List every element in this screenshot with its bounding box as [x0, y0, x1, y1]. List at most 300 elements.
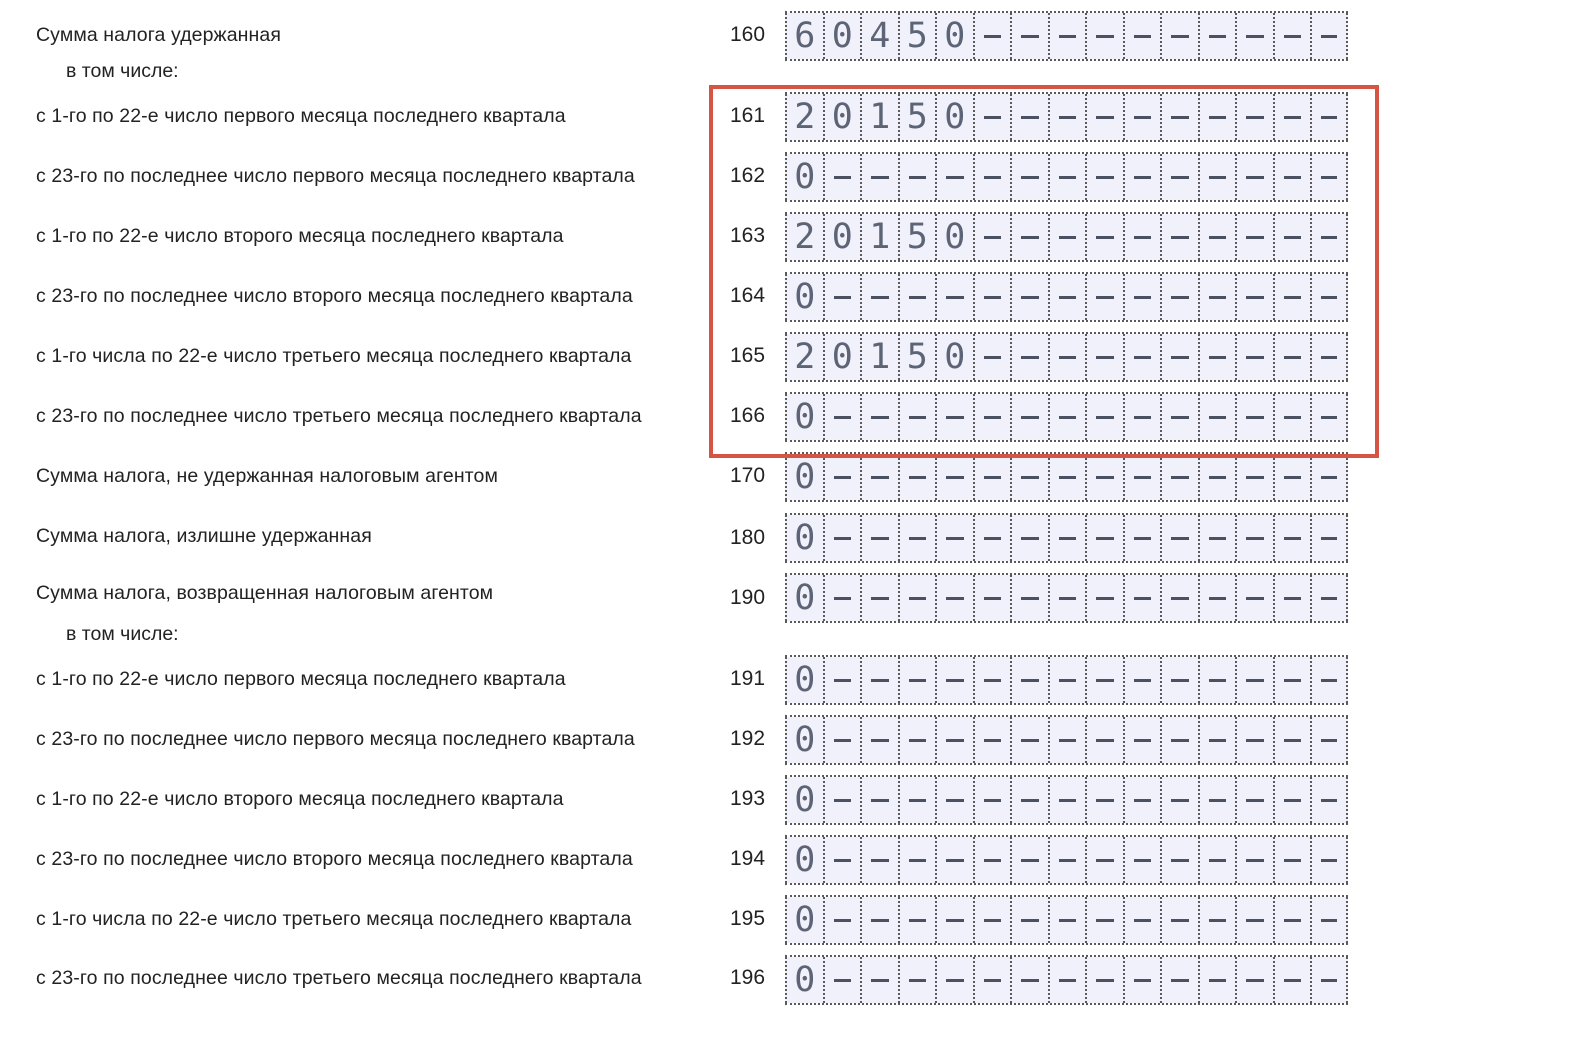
empty-cell-dash [1171, 476, 1189, 479]
digit-cell [1235, 777, 1273, 823]
digit-cell [973, 717, 1011, 763]
empty-cell-dash [909, 537, 927, 540]
empty-cell-dash [871, 476, 889, 479]
empty-cell-dash [1134, 859, 1152, 862]
digit-cell [785, 897, 823, 943]
empty-cell-dash [871, 919, 889, 922]
empty-cell-dash [1209, 35, 1227, 38]
empty-cell-dash [1246, 739, 1264, 742]
amount-field-190[interactable] [785, 575, 1348, 621]
empty-cell-dash [1284, 537, 1302, 540]
digit-cell [1010, 837, 1048, 883]
empty-cell-dash [1021, 476, 1039, 479]
empty-cell-dash [1096, 476, 1114, 479]
digit-cell [1198, 837, 1236, 883]
digit-cell [1085, 515, 1123, 561]
empty-cell-dash [909, 979, 927, 982]
digit-cell [1310, 13, 1348, 59]
empty-cell-dash [834, 476, 852, 479]
row-label-164: с 23-го по последнее число второго месяца последнего квартала [36, 285, 633, 307]
empty-cell-dash [1209, 537, 1227, 540]
empty-cell-dash [1246, 597, 1264, 600]
empty-cell-dash [1171, 739, 1189, 742]
digit-cell [1273, 13, 1311, 59]
empty-cell-dash [1059, 919, 1077, 922]
empty-cell-dash [1246, 799, 1264, 802]
digit-cell [1273, 575, 1311, 621]
digit-cell [1010, 897, 1048, 943]
empty-cell-dash [834, 859, 852, 862]
empty-cell-dash [1059, 476, 1077, 479]
digit-cell [1160, 454, 1198, 500]
digit-value: 0 [794, 660, 816, 700]
digit-value: 0 [794, 157, 816, 197]
empty-cell-dash [946, 597, 964, 600]
empty-cell-dash [1321, 799, 1337, 802]
empty-cell-dash [834, 739, 852, 742]
empty-cell-dash [1021, 537, 1039, 540]
empty-cell-dash [1284, 799, 1302, 802]
digit-cell [898, 897, 936, 943]
digit-value: 5 [906, 217, 928, 257]
empty-cell-dash [1209, 799, 1227, 802]
line-code-191: 191 [730, 667, 766, 690]
empty-cell-dash [1171, 859, 1189, 862]
digit-value: 0 [831, 337, 853, 377]
digit-cell [935, 515, 973, 561]
empty-cell-dash [1209, 859, 1227, 862]
empty-cell-dash [946, 679, 964, 682]
empty-cell-dash [909, 919, 927, 922]
digit-cell [898, 657, 936, 703]
empty-cell-dash [834, 919, 852, 922]
empty-cell-dash [1059, 799, 1077, 802]
digit-cell [973, 837, 1011, 883]
digit-cell [1048, 837, 1086, 883]
empty-cell-dash [871, 679, 889, 682]
empty-cell-dash [1246, 679, 1264, 682]
empty-cell-dash [1059, 859, 1077, 862]
digit-cell [1235, 957, 1273, 1003]
digit-cell [898, 837, 936, 883]
empty-cell-dash [1021, 919, 1039, 922]
digit-cell [1010, 13, 1048, 59]
empty-cell-dash [984, 35, 1002, 38]
digit-value: 0 [831, 16, 853, 56]
empty-cell-dash [984, 537, 1002, 540]
digit-cell [1310, 657, 1348, 703]
digit-cell [1235, 897, 1273, 943]
empty-cell-dash [984, 859, 1002, 862]
empty-cell-dash [1059, 35, 1077, 38]
digit-cell [1085, 13, 1123, 59]
empty-cell-dash [1284, 597, 1302, 600]
digit-cell [1123, 515, 1161, 561]
empty-cell-dash [1209, 919, 1227, 922]
empty-cell-dash [909, 476, 927, 479]
digit-cell [935, 777, 973, 823]
digit-cell [1085, 837, 1123, 883]
digit-cell [973, 575, 1011, 621]
row-label-196: с 23-го по последнее число третьего месяца последнего квартала [36, 967, 642, 989]
row-label-180: Сумма налога, излишне удержанная [36, 525, 372, 547]
empty-cell-dash [1096, 859, 1114, 862]
empty-cell-dash [1284, 739, 1302, 742]
digit-cell [1160, 837, 1198, 883]
digit-cell [1048, 897, 1086, 943]
empty-cell-dash [1171, 979, 1189, 982]
line-code-195: 195 [730, 907, 766, 930]
digit-value: 2 [794, 217, 816, 257]
empty-cell-dash [946, 859, 964, 862]
digit-cell [823, 957, 861, 1003]
empty-cell-dash [946, 979, 964, 982]
empty-cell-dash [1321, 979, 1337, 982]
digit-cell [1310, 777, 1348, 823]
digit-value: 0 [794, 518, 816, 558]
empty-cell-dash [909, 859, 927, 862]
digit-value: 2 [794, 337, 816, 377]
digit-value: 5 [906, 97, 928, 137]
digit-cell [1310, 575, 1348, 621]
empty-cell-dash [1134, 679, 1152, 682]
digit-cell [1123, 837, 1161, 883]
digit-cell [1160, 13, 1198, 59]
empty-cell-dash [834, 979, 852, 982]
digit-cell [1198, 454, 1236, 500]
digit-cell [1273, 957, 1311, 1003]
row-sublabel-160: в том числе: [66, 60, 179, 82]
empty-cell-dash [1021, 739, 1039, 742]
digit-cell [1198, 657, 1236, 703]
digit-cell [823, 777, 861, 823]
digit-cell [1160, 897, 1198, 943]
digit-cell [1010, 957, 1048, 1003]
line-code-163: 163 [730, 224, 766, 247]
digit-value: 0 [794, 277, 816, 317]
row-label-161: с 1-го по 22-е число первого месяца последнего квартала [36, 105, 566, 127]
empty-cell-dash [1246, 919, 1264, 922]
line-code-190: 190 [730, 586, 766, 609]
digit-cell [785, 777, 823, 823]
digit-cell [1085, 777, 1123, 823]
digit-cell [785, 454, 823, 500]
digit-cell [1310, 837, 1348, 883]
digit-cell [898, 454, 936, 500]
digit-cell [935, 657, 973, 703]
digit-cell [785, 575, 823, 621]
digit-cell [1160, 657, 1198, 703]
digit-value: 0 [944, 16, 966, 56]
digit-cell [785, 515, 823, 561]
digit-cell [823, 657, 861, 703]
row-label-195: с 1-го числа по 22-е число третьего месяца последнего квартала [36, 908, 632, 930]
digit-cell [860, 897, 898, 943]
digit-value: 0 [794, 900, 816, 940]
empty-cell-dash [1321, 597, 1337, 600]
digit-cell [935, 13, 973, 59]
empty-cell-dash [1021, 35, 1039, 38]
digit-cell [1085, 657, 1123, 703]
digit-cell [935, 957, 973, 1003]
digit-cell [898, 515, 936, 561]
empty-cell-dash [1021, 859, 1039, 862]
digit-cell [1198, 777, 1236, 823]
empty-cell-dash [984, 799, 1002, 802]
digit-cell [1048, 657, 1086, 703]
digit-value: 0 [794, 578, 816, 618]
empty-cell-dash [1059, 679, 1077, 682]
empty-cell-dash [1059, 537, 1077, 540]
empty-cell-dash [1321, 35, 1337, 38]
digit-cell [860, 575, 898, 621]
digit-cell [860, 13, 898, 59]
empty-cell-dash [1096, 597, 1114, 600]
digit-cell [1123, 897, 1161, 943]
amount-field-160[interactable] [785, 13, 1348, 59]
empty-cell-dash [1134, 919, 1152, 922]
digit-cell [823, 575, 861, 621]
empty-cell-dash [871, 799, 889, 802]
digit-cell [935, 454, 973, 500]
digit-cell [898, 13, 936, 59]
digit-cell [823, 897, 861, 943]
empty-cell-dash [1284, 979, 1302, 982]
digit-cell [973, 897, 1011, 943]
empty-cell-dash [1096, 35, 1114, 38]
empty-cell-dash [1284, 859, 1302, 862]
digit-value: 5 [906, 337, 928, 377]
empty-cell-dash [1171, 919, 1189, 922]
empty-cell-dash [946, 476, 964, 479]
digit-cell [1273, 717, 1311, 763]
empty-cell-dash [984, 919, 1002, 922]
digit-cell [973, 13, 1011, 59]
digit-cell [935, 717, 973, 763]
digit-cell [898, 957, 936, 1003]
digit-cell [860, 837, 898, 883]
amount-field-191[interactable] [785, 657, 1348, 703]
empty-cell-dash [984, 739, 1002, 742]
empty-cell-dash [1209, 679, 1227, 682]
digit-cell [935, 897, 973, 943]
digit-cell [1160, 777, 1198, 823]
empty-cell-dash [1209, 739, 1227, 742]
digit-cell [1010, 515, 1048, 561]
digit-cell [785, 717, 823, 763]
digit-cell [1048, 454, 1086, 500]
empty-cell-dash [1059, 597, 1077, 600]
empty-cell-dash [1021, 979, 1039, 982]
empty-cell-dash [871, 859, 889, 862]
line-code-166: 166 [730, 404, 766, 427]
row-label-162: с 23-го по последнее число первого месяца последнего квартала [36, 165, 635, 187]
row-label-170: Сумма налога, не удержанная налоговым агентом [36, 465, 498, 487]
line-code-161: 161 [730, 104, 766, 127]
empty-cell-dash [834, 597, 852, 600]
digit-value: 6 [794, 16, 816, 56]
digit-cell [1273, 454, 1311, 500]
digit-cell [1198, 717, 1236, 763]
digit-cell [1010, 657, 1048, 703]
line-code-160: 160 [730, 23, 766, 46]
empty-cell-dash [1059, 739, 1077, 742]
digit-cell [860, 957, 898, 1003]
digit-cell [1048, 13, 1086, 59]
empty-cell-dash [1171, 799, 1189, 802]
digit-value: 0 [794, 457, 816, 497]
empty-cell-dash [1209, 979, 1227, 982]
digit-value: 2 [794, 97, 816, 137]
digit-cell [1273, 897, 1311, 943]
amount-field-195[interactable] [785, 897, 1348, 943]
digit-cell [1085, 717, 1123, 763]
empty-cell-dash [1171, 537, 1189, 540]
digit-cell [1085, 957, 1123, 1003]
empty-cell-dash [1096, 919, 1114, 922]
empty-cell-dash [1021, 679, 1039, 682]
digit-cell [1310, 717, 1348, 763]
digit-value: 0 [794, 840, 816, 880]
digit-cell [1085, 575, 1123, 621]
digit-cell [1085, 454, 1123, 500]
empty-cell-dash [1021, 597, 1039, 600]
digit-cell [1048, 777, 1086, 823]
digit-value: 0 [794, 780, 816, 820]
digit-cell [1310, 515, 1348, 561]
digit-cell [823, 515, 861, 561]
digit-cell [1198, 515, 1236, 561]
empty-cell-dash [946, 537, 964, 540]
empty-cell-dash [1284, 679, 1302, 682]
amount-field-170[interactable] [785, 454, 1348, 500]
empty-cell-dash [1171, 679, 1189, 682]
digit-value: 0 [831, 217, 853, 257]
empty-cell-dash [1284, 35, 1302, 38]
empty-cell-dash [1134, 537, 1152, 540]
digit-value: 0 [944, 97, 966, 137]
digit-cell [1310, 957, 1348, 1003]
digit-cell [860, 515, 898, 561]
line-code-196: 196 [730, 966, 766, 989]
empty-cell-dash [1096, 537, 1114, 540]
empty-cell-dash [1134, 476, 1152, 479]
digit-cell [935, 837, 973, 883]
empty-cell-dash [909, 679, 927, 682]
empty-cell-dash [1096, 799, 1114, 802]
empty-cell-dash [1171, 35, 1189, 38]
digit-cell [1010, 717, 1048, 763]
empty-cell-dash [1321, 476, 1337, 479]
digit-cell [973, 957, 1011, 1003]
empty-cell-dash [984, 979, 1002, 982]
digit-cell [823, 454, 861, 500]
empty-cell-dash [946, 739, 964, 742]
line-code-165: 165 [730, 344, 766, 367]
empty-cell-dash [1134, 35, 1152, 38]
empty-cell-dash [909, 739, 927, 742]
row-label-165: с 1-го числа по 22-е число третьего месяца последнего квартала [36, 345, 632, 367]
amount-field-192[interactable] [785, 717, 1348, 763]
empty-cell-dash [1321, 537, 1337, 540]
digit-cell [973, 657, 1011, 703]
empty-cell-dash [871, 979, 889, 982]
digit-value: 0 [944, 217, 966, 257]
digit-cell [1235, 717, 1273, 763]
digit-cell [823, 717, 861, 763]
empty-cell-dash [984, 476, 1002, 479]
row-label-192: с 23-го по последнее число первого месяца последнего квартала [36, 728, 635, 750]
digit-value: 0 [794, 720, 816, 760]
empty-cell-dash [1209, 597, 1227, 600]
digit-cell [1010, 575, 1048, 621]
digit-cell [1198, 575, 1236, 621]
line-code-162: 162 [730, 164, 766, 187]
empty-cell-dash [871, 739, 889, 742]
digit-cell [1123, 575, 1161, 621]
digit-cell [1235, 454, 1273, 500]
digit-value: 4 [869, 16, 891, 56]
digit-cell [785, 957, 823, 1003]
digit-value: 1 [869, 217, 891, 257]
digit-cell [1123, 717, 1161, 763]
digit-cell [860, 657, 898, 703]
empty-cell-dash [834, 799, 852, 802]
digit-cell [1123, 454, 1161, 500]
digit-cell [823, 837, 861, 883]
empty-cell-dash [1096, 979, 1114, 982]
row-label-163: с 1-го по 22-е число второго месяца последнего квартала [36, 225, 564, 247]
digit-cell [1048, 515, 1086, 561]
digit-cell [1235, 13, 1273, 59]
amount-field-180[interactable] [785, 515, 1348, 561]
line-code-193: 193 [730, 787, 766, 810]
empty-cell-dash [1059, 979, 1077, 982]
digit-cell [1273, 657, 1311, 703]
digit-cell [973, 777, 1011, 823]
empty-cell-dash [1209, 476, 1227, 479]
empty-cell-dash [1246, 979, 1264, 982]
digit-cell [785, 837, 823, 883]
row-label-160: Сумма налога удержанная [36, 24, 281, 46]
digit-cell [1160, 515, 1198, 561]
digit-cell [898, 575, 936, 621]
amount-field-193[interactable] [785, 777, 1348, 823]
digit-cell [823, 13, 861, 59]
digit-cell [898, 717, 936, 763]
digit-cell [785, 657, 823, 703]
empty-cell-dash [1134, 979, 1152, 982]
digit-cell [1235, 837, 1273, 883]
digit-value: 0 [944, 337, 966, 377]
amount-field-196[interactable] [785, 957, 1348, 1003]
digit-cell [1085, 897, 1123, 943]
digit-value: 0 [794, 397, 816, 437]
digit-cell [935, 575, 973, 621]
digit-cell [785, 13, 823, 59]
amount-field-194[interactable] [785, 837, 1348, 883]
empty-cell-dash [1021, 799, 1039, 802]
row-sublabel-190: в том числе: [66, 623, 179, 645]
digit-cell [1048, 957, 1086, 1003]
empty-cell-dash [834, 679, 852, 682]
digit-value: 1 [869, 97, 891, 137]
digit-cell [1273, 777, 1311, 823]
digit-cell [1123, 957, 1161, 1003]
digit-cell [1010, 777, 1048, 823]
line-code-170: 170 [730, 464, 766, 487]
empty-cell-dash [1321, 739, 1337, 742]
